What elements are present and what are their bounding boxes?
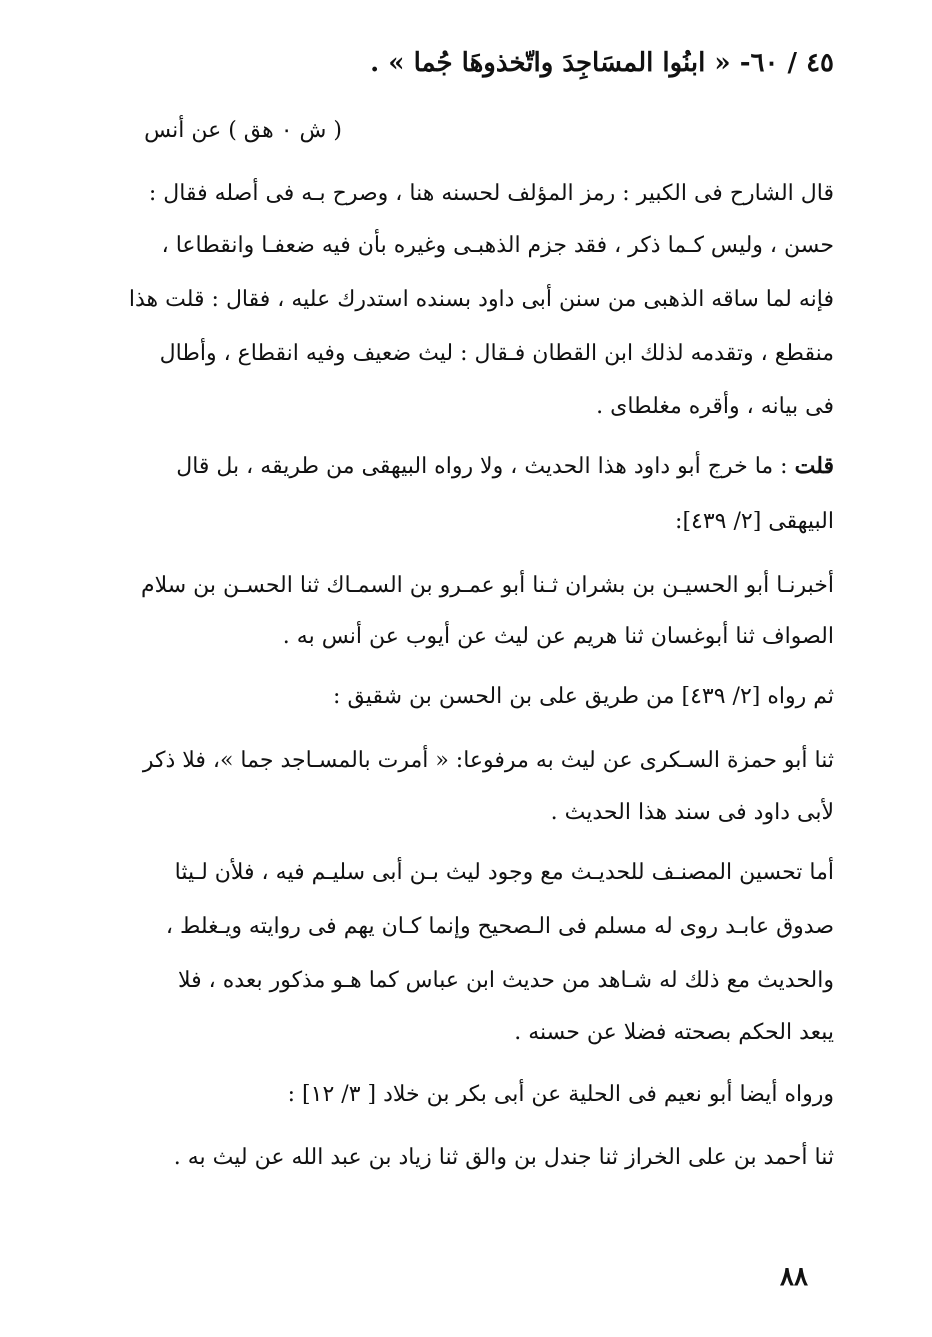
paragraph-line: البيهقى [٢/ ٤٣٩]: — [675, 509, 834, 534]
hadith-source: ( ش ٠ هق ) عن أنس — [144, 118, 342, 143]
paragraph-line: أخبرنـا أبو الحسيـن بن بشران ثـنا أبو عمـرو بن السمـاك ثنا الحسـن بن سلام — [141, 573, 834, 598]
paragraph-line: فإنه لما ساقه الذهبى من سنن أبى داود بسنده استدرك عليه ، فقال : قلت هذا — [128, 287, 834, 312]
paragraph-line: لأبى داود فى سند هذا الحديث . — [550, 800, 834, 825]
qult-label: قلت — [794, 453, 834, 479]
paragraph-line: ثنا أحمد بن على الخراز ثنا جندل بن والق ثنا زياد بن عبد الله عن ليث به . — [173, 1145, 834, 1170]
hadith-heading: ٤٥ / ٦٠- « ابنُوا المسَاجِدَ واتّخذوهَا جُما » . — [370, 48, 834, 78]
paragraph-line — [128, 451, 834, 482]
paragraph-line: الصواف ثنا أبوغسان ثنا هريم عن ليث عن أيوب عن أنس به . — [282, 624, 834, 649]
paragraph-line: ورواه أيضا أبو نعيم فى الحلية عن أبى بكر بن خلاد [ ٣/ ١٢] : — [287, 1082, 834, 1107]
paragraph-line: فى بيانه ، وأقره مغلطاى . — [596, 394, 834, 419]
paragraph-line: صدوق عابـد روى له مسلم فى الـصحيح وإنما كـان يهم فى روايته ويـغلط ، — [165, 914, 834, 939]
paragraph-line: والحديث مع ذلك له شـاهد من حديث ابن عباس كما هـو مذكور بعده ، فلا — [178, 968, 834, 993]
paragraph-line: ثم رواه [٢/ ٤٣٩] من طريق على بن الحسن بن شقيق : — [333, 684, 834, 709]
paragraph-line: أما تحسين المصنـف للحديـث مع وجود ليث بـن أبى سليـم فيه ، فلأن لـيثا — [174, 860, 834, 885]
paragraph-line: منقطع ، وتقدمه لذلك ابن القطان فـقال : ليث ضعيف وفيه انقطاع ، وأطال — [159, 341, 834, 366]
paragraph-text: : ما خرج أبو داود هذا الحديث ، ولا رواه البيهقى من طريقه ، بل قال — [176, 454, 795, 479]
paragraph-line: قال الشارح فى الكبير : رمز المؤلف لحسنه هنا ، وصرح بـه فى أصله فقال : — [148, 181, 834, 206]
page-number: ٨٨ — [780, 1262, 808, 1292]
paragraph-line: ثنا أبو حمزة السـكرى عن ليث به مرفوعا: « أمرت بالمسـاجد جما »، فلا ذكر — [142, 748, 834, 773]
paragraph-line: يبعد الحكم بصحته فضلا عن حسنه . — [514, 1020, 834, 1045]
paragraph-line: حسن ، وليس كـما ذكر ، فقد جزم الذهبـى وغيره بأن فيه ضعفـا وانقطاعا ، — [161, 233, 834, 258]
